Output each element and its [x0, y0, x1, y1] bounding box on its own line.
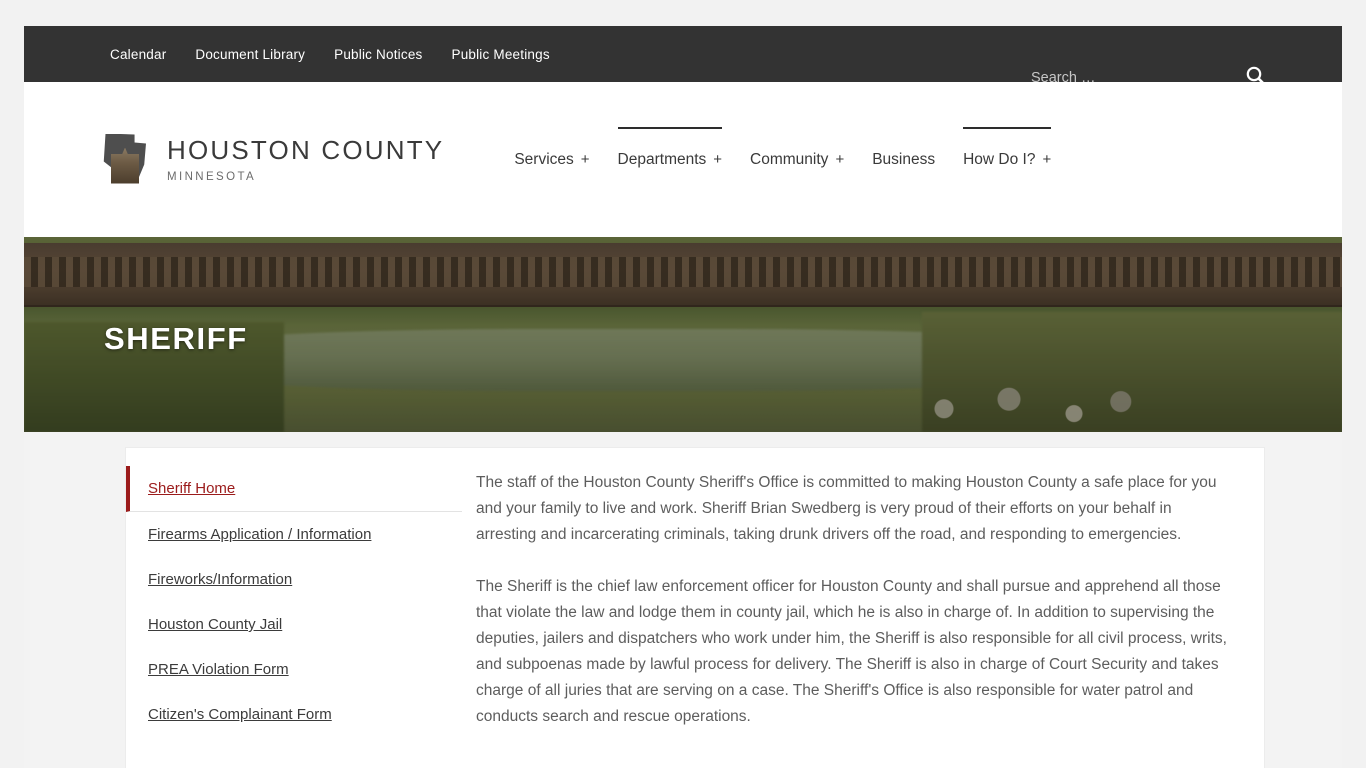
site-container — [24, 26, 1342, 768]
utility-link-calendar[interactable]: Calendar — [110, 46, 167, 62]
primary-nav — [500, 82, 1065, 237]
sidebar-item-prea-violation-form[interactable] — [126, 647, 462, 692]
sidebar-item-fireworks-information[interactable] — [126, 557, 462, 602]
body-paragraph-2: The Sheriff is the chief law enforcement officer for Houston County and shall pursue and apprehend all those that violate the law and lodge them in county jail, which he is also in charge of. In addition to supervising the deputies, jailers and dispatchers who work under him, the Sheriff is also responsible for all civil process, writs, and subpoenas made by lawful process for delivery. The Sheriff is also in charge of Court Security and takes charge of all juries that are serving on a case. The Sheriff's Office is also responsible for water patrol and conducts search and rescue operations. — [476, 578, 1227, 725]
nav-label-services: Services — [514, 150, 574, 168]
body-paragraph-1: The staff of the Houston County Sheriff's Office is committed to making Houston County a safe place for you and your family to live and work. Sheriff Brian Swedberg is very proud of their efforts on your behalf in arresting and incarcerating criminals, taking drunk drivers off the road, and responding to emergencies. — [476, 474, 1217, 543]
sidebar-link-houston-county-jail[interactable]: Houston County Jail — [148, 616, 283, 633]
nav-label-business: Business — [872, 150, 936, 168]
content-area — [24, 432, 1342, 768]
sidebar-item-sheriff-home[interactable] — [126, 466, 462, 512]
nav-label-community: Community — [750, 150, 829, 168]
plus-icon: + — [835, 151, 845, 168]
sidebar-link-sheriff-home[interactable]: Sheriff Home — [148, 480, 236, 497]
utility-nav — [110, 47, 550, 62]
nav-item-how-do-i[interactable] — [949, 82, 1065, 237]
utility-link-public-notices[interactable]: Public Notices — [334, 46, 423, 62]
plus-icon: + — [580, 151, 590, 168]
nav-label-departments: Departments — [617, 150, 707, 168]
nav-item-departments[interactable] — [604, 82, 737, 237]
main-content — [462, 448, 1264, 768]
brand-subtitle: MINNESOTA — [167, 171, 257, 184]
utility-link-document-library[interactable]: Document Library — [195, 46, 306, 62]
sidebar-link-prea-violation-form[interactable]: PREA Violation Form — [148, 661, 289, 678]
sidebar-link-fireworks-information[interactable]: Fireworks/Information — [148, 571, 293, 588]
site-branding[interactable] — [167, 136, 444, 184]
plus-icon: + — [713, 151, 723, 168]
sidebar-link-firearms-application[interactable]: Firearms Application / Information — [148, 526, 372, 543]
plus-icon: + — [1042, 151, 1052, 168]
nav-item-services[interactable] — [500, 82, 603, 237]
sidebar-item-houston-county-jail[interactable] — [126, 602, 462, 647]
sidebar-item-firearms-application[interactable] — [126, 512, 462, 557]
content-card — [126, 448, 1264, 768]
utility-link-public-meetings[interactable]: Public Meetings — [451, 46, 550, 62]
sidebar-link-citizens-complainant-form[interactable]: Citizen's Complainant Form — [148, 706, 332, 723]
nav-item-business[interactable] — [858, 82, 949, 237]
section-sidebar — [126, 448, 462, 768]
site-header — [24, 82, 1342, 237]
sidebar-item-citizens-complainant-form[interactable] — [126, 692, 462, 737]
nav-label-how-do-i: How Do I? — [963, 150, 1036, 168]
nav-item-community[interactable] — [736, 82, 858, 237]
utility-bar — [24, 26, 1342, 82]
brand-title: HOUSTON COUNTY — [167, 134, 445, 165]
page-title: SHERIFF — [104, 321, 248, 356]
minnesota-state-outline-icon — [102, 134, 148, 186]
hero-banner — [24, 237, 1342, 432]
